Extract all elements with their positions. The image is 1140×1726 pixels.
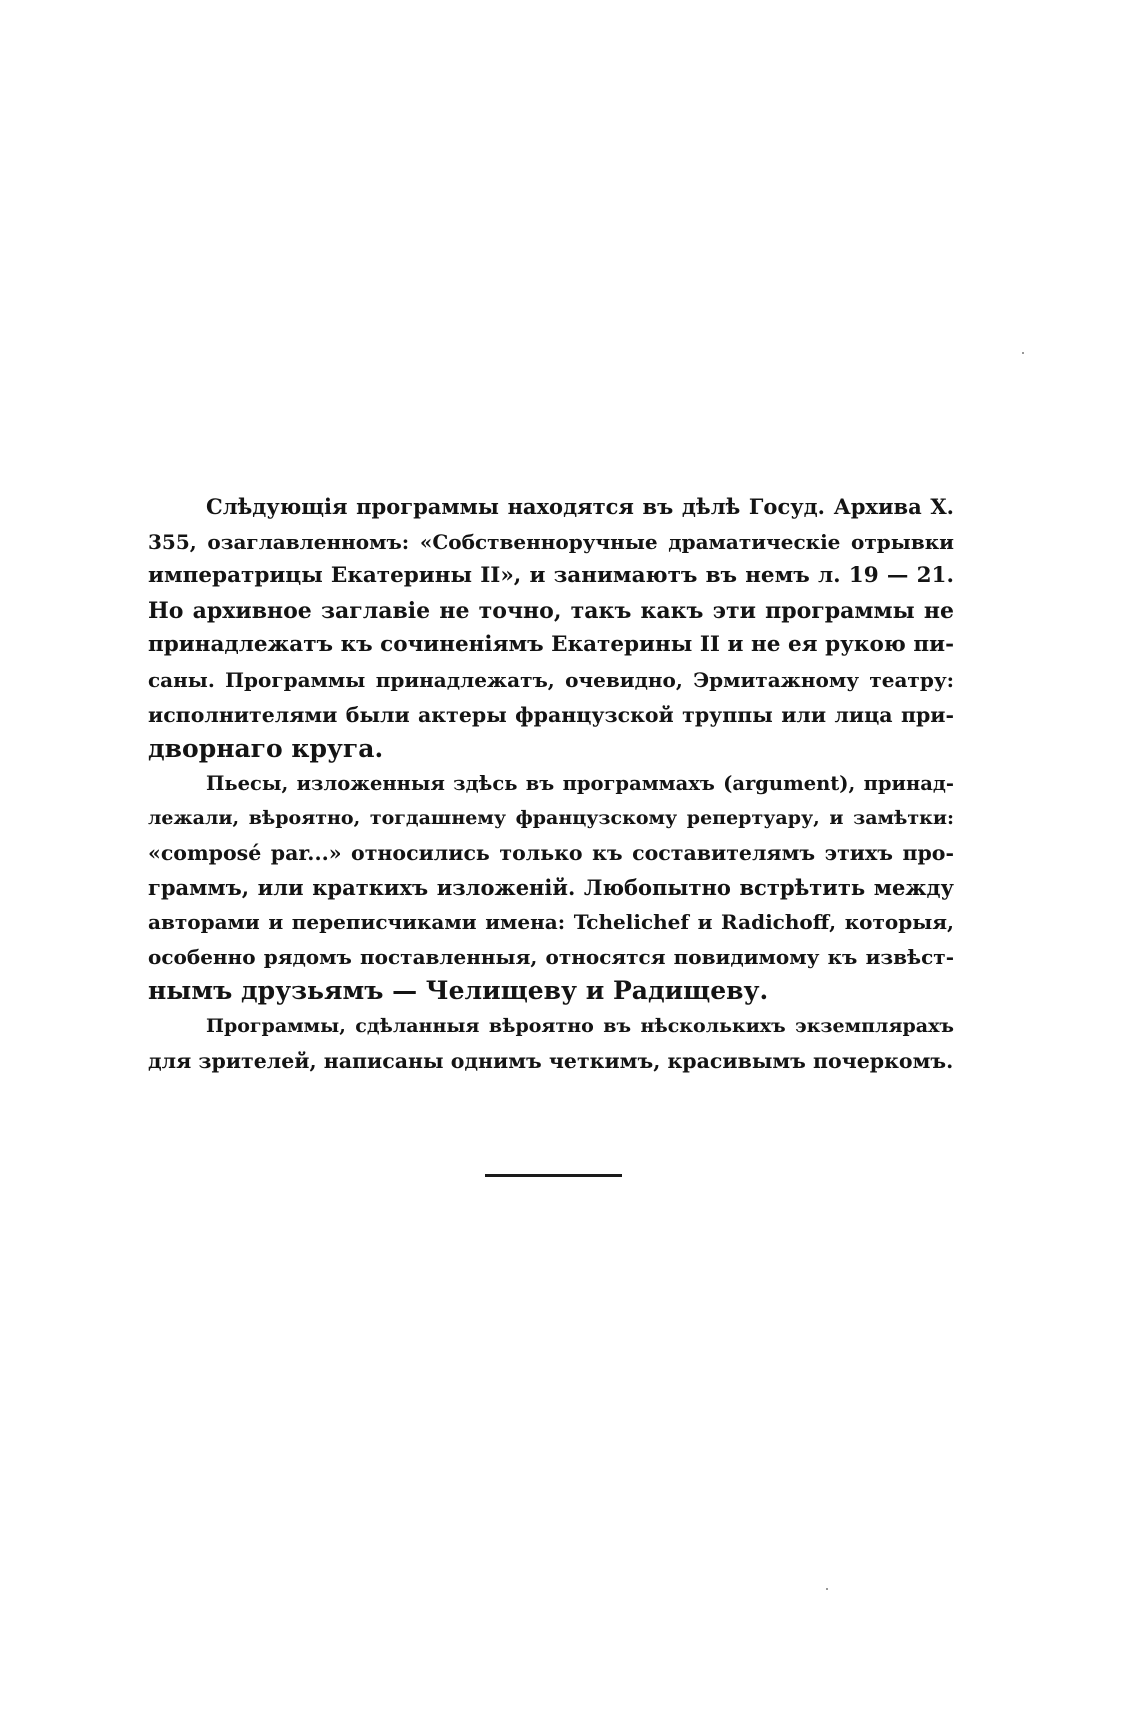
text-line: «composé par...» относились только къ составителямъ этихъ про- xyxy=(148,840,954,865)
text-line: лежали, вѣроятно, тогдашнему французскому репертуару, и замѣтки: xyxy=(148,807,954,830)
text-line: принадлежатъ къ сочиненіямъ Екатерины II и не ея рукою пи- xyxy=(148,632,954,658)
text-line: Пьесы, изложенныя здѣсь въ программахъ (argument), принад- xyxy=(206,771,954,795)
text-line: Программы, сдѣланныя вѣроятно въ нѣсколькихъ экземплярахъ xyxy=(206,1014,954,1037)
text-line: дворнаго круга. xyxy=(148,734,384,764)
text-line: авторами и переписчиками имена: Tchelichef и Radichoff, которыя, xyxy=(148,910,954,935)
paragraph-1 xyxy=(148,490,954,767)
scan-speck xyxy=(826,1588,828,1590)
text-line: 355, озаглавленномъ: «Собственноручные драматическіе отрывки xyxy=(148,529,954,554)
text-line: императрицы Екатерины II», и занимаютъ въ немъ л. 19 — 21. xyxy=(148,563,954,589)
text-line: Но архивное заглавіе не точно, такъ какъ эти программы не xyxy=(148,597,954,624)
section-divider-rule xyxy=(485,1174,622,1177)
text-line: саны. Программы принадлежатъ, очевидно, Эрмитажному театру: xyxy=(148,667,954,692)
body-text xyxy=(148,490,954,1078)
text-line: нымъ друзьямъ — Челищеву и Радищеву. xyxy=(148,976,769,1006)
text-line: исполнителями были актеры французской труппы или лица при- xyxy=(148,702,954,727)
text-line: граммъ, или краткихъ изложеній. Любопытно встрѣтить между xyxy=(148,874,954,900)
paragraph-3 xyxy=(148,1009,954,1078)
paragraph-2 xyxy=(148,767,954,1009)
scan-speck xyxy=(1022,352,1024,354)
text-line: для зрителей, написаны однимъ четкимъ, красивымъ почеркомъ. xyxy=(148,1048,954,1073)
text-line: Слѣдующія программы находятся въ дѣлѣ Госуд. Архива X. xyxy=(206,494,954,519)
text-line: особенно рядомъ поставленныя, относятся повидимому къ извѣст- xyxy=(148,944,954,969)
